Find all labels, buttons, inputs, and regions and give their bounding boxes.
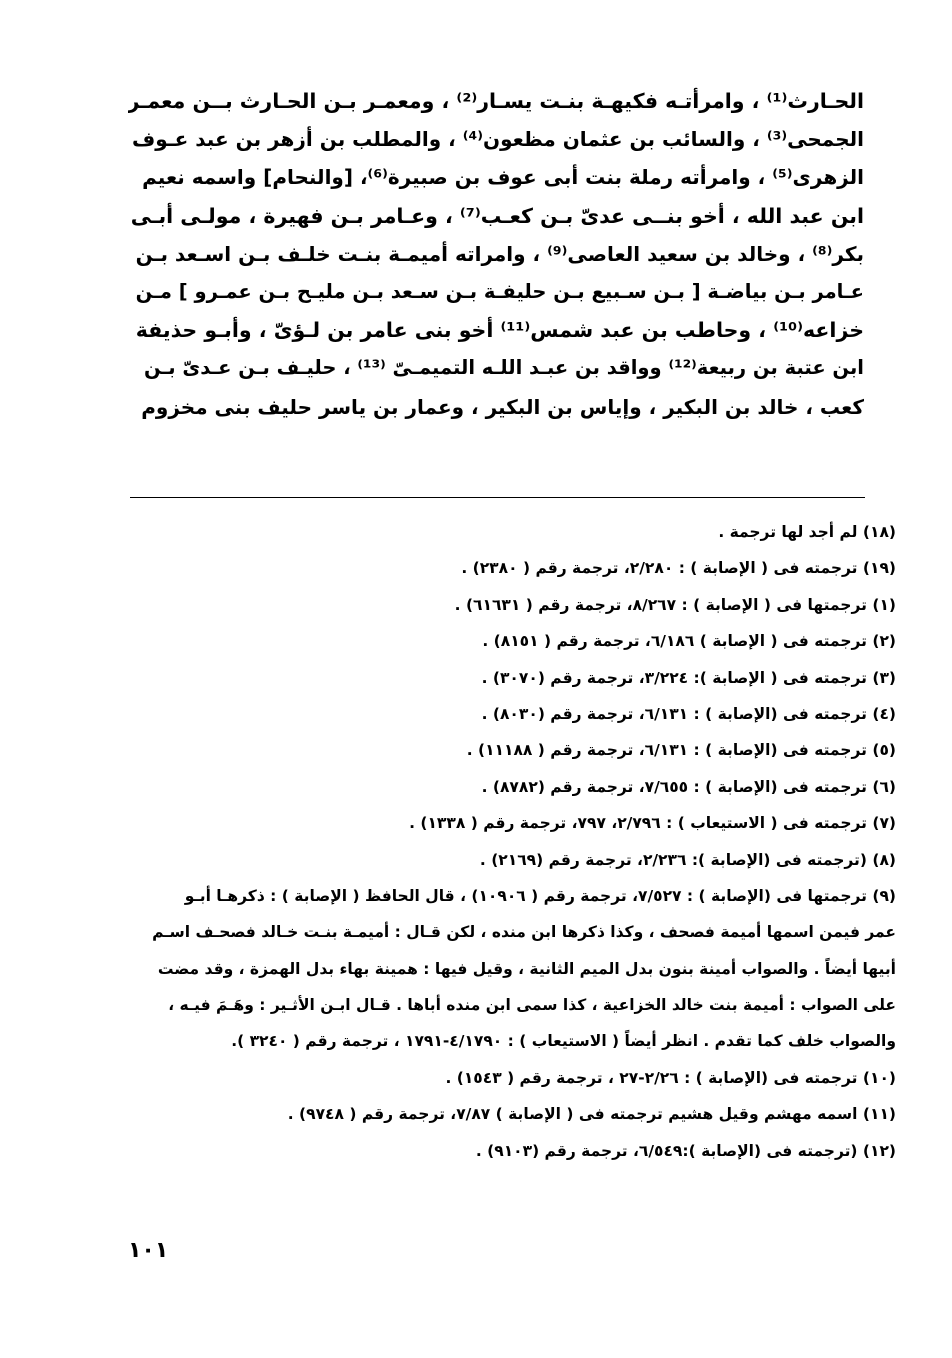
main-text-block [128,82,864,426]
footnote-line: (١٢) (ترجمته فى (الإصابة ):٦/٥٤٩، ترجمة رقم (٩١٠٣) . [475,1141,896,1160]
footnote-continuation-line: أبيها أيضاً . والصواب أمينة بنون بدل الميم الثانية ، وقيل فيها : همينة بهاء بدل الهمزة ، وقد مضت [157,959,896,978]
footnote-continuation-line: والصواب خلف كما تقدم . انظر أيضاً ( الاستيعاب ) : ٤/١٧٩٠-١٧٩١ ، ترجمة رقم ( ٣٢٤٠ ). [231,1032,896,1051]
footnote-line: (٣) ترجمته فى ( الإصابة ): ٣/٢٢٤، ترجمة رقم (٣٠٧٠) . [481,668,896,687]
footnotes-block [128,514,896,1169]
footnote-line: (٩) ترجمتها فى (الإصابة ) : ٧/٥٢٧، ترجمة رقم ( ١٠٩٠٦) ، قال الحافظ ( الإصابة ) : ذكرهـا أبـو [184,886,896,905]
footnote-line: (٥) ترجمته فى (الإصابة ) : ٦/١٣١، ترجمة رقم ( ١١١٨٨) . [466,741,896,760]
footnote-line: (١٩) ترجمته فى ( الإصابة ) : ٢/٢٨٠، ترجمة رقم ( ٢٣٨٠) . [461,559,896,578]
footnote-line: (١٠) ترجمته فى (الإصابة ) : ٢/٢٦-٢٧ ، ترجمة رقم ( ١٥٤٣) . [445,1068,896,1087]
footnote-line: (١١) اسمه مهشم وقيل هشيم ترجمته فى ( الإصابة ) ٧/٨٧، ترجمة رقم ( ٩٧٤٨) . [287,1105,896,1124]
page-number: ١٠١ [128,1238,169,1263]
footnote-line: (٨) (ترجمته فى (الإصابة ): ٢/٢٣٦، ترجمة رقم (٢١٦٩) . [479,850,896,869]
main-text-line: الحـارث⁽¹⁾ ، وامرأتـه فكيهـة بنـت يسـار⁽²⁾ ، ومعمـر بـن الحـارث بــن معمـر [128,89,864,113]
main-text-line: كعب ، خالد بن البكير ، وإياس بن البكير ، وعمار بن ياسر حليف بنى مخزوم [141,394,864,419]
footnote-line: (١٨) لم أجد لها ترجمة . [718,523,896,541]
footnote-continuation-line: على الصواب : أميمة بنت خالد الخزاعية ، كذا سمى ابن منده أباها . قـال ابـن الأثـير : وهَـمَ فيـه ، [168,996,896,1015]
main-text-line: بكر⁽⁸⁾ ، وخالد بن سعيد العاصى⁽⁹⁾ ، وامراته أميمـة بنـت خلـف بـن اسـعد بـن [135,241,864,266]
main-text-line: الجمحى⁽³⁾ ، والسائب بن عثمان مظعون⁽⁴⁾ ، والمطلب بن أزهر بن عبد عـوف [132,127,864,152]
footnote-line: (٦) ترجمته فى (الإصابة ) : ٧/٦٥٥، ترجمة رقم (٨٧٨٢) . [481,777,896,796]
footnote-line: (٤) ترجمته فى (الإصابة ) : ٦/١٣١، ترجمة رقم (٨٠٣٠) . [481,704,896,723]
footnote-line: (٧) ترجمته فى ( الاستيعاب ) : ٢/٧٩٦، ٧٩٧، ترجمة رقم ( ١٣٣٨) . [409,814,896,833]
main-text-line: خزاعه⁽¹⁰⁾ ، وحاطب بن عبد شمس⁽¹¹⁾ أخو بنى عامر بن لـؤىّ ، وأبـو حذيفة [135,318,864,343]
main-text-line: عـامر بـن بياضـة [ بـن سـبيع بـن حليفـة بـن سـعد بـن مليـح بـن عمـرو ] مـن [135,280,864,304]
main-text-line: الزهرى⁽⁵⁾ ، وامرأته رملة بنت أبى عوف بن صبيرة⁽⁶⁾، [والنحام] واسمه نعيم [142,165,864,190]
footnote-line: (١) ترجمتها فى ( الإصابة ) : ٨/٢٦٧، ترجمة رقم ( ٦١٦٣١) . [454,595,896,614]
footnote-line: (٢) ترجمته فى ( الإصابة ) ٦/١٨٦، ترجمة رقم ( ٨١٥١) . [482,632,896,651]
main-text-line: ابن عتبة بن ربيعة⁽¹²⁾ وواقد بن عبـد اللـه التميمـىّ ⁽¹³⁾ ، حليـف بـن عـدىّ بـن [144,356,864,380]
main-text-line: ابن عبد الله ، أخو بنــى عدىّ بـن كعـب⁽⁷⁾ ، وعـامر بـن فهيرة ، مولـى أبـى [130,203,864,228]
footnote-continuation-line: عمر فيمن اسمها أميمة فصحف ، وكذا ذكرها ابن منده ، لكن قـال : أميمـة بنـت خـالد فصحـف اسـم [152,923,896,942]
footnote-separator-rule [130,497,865,498]
